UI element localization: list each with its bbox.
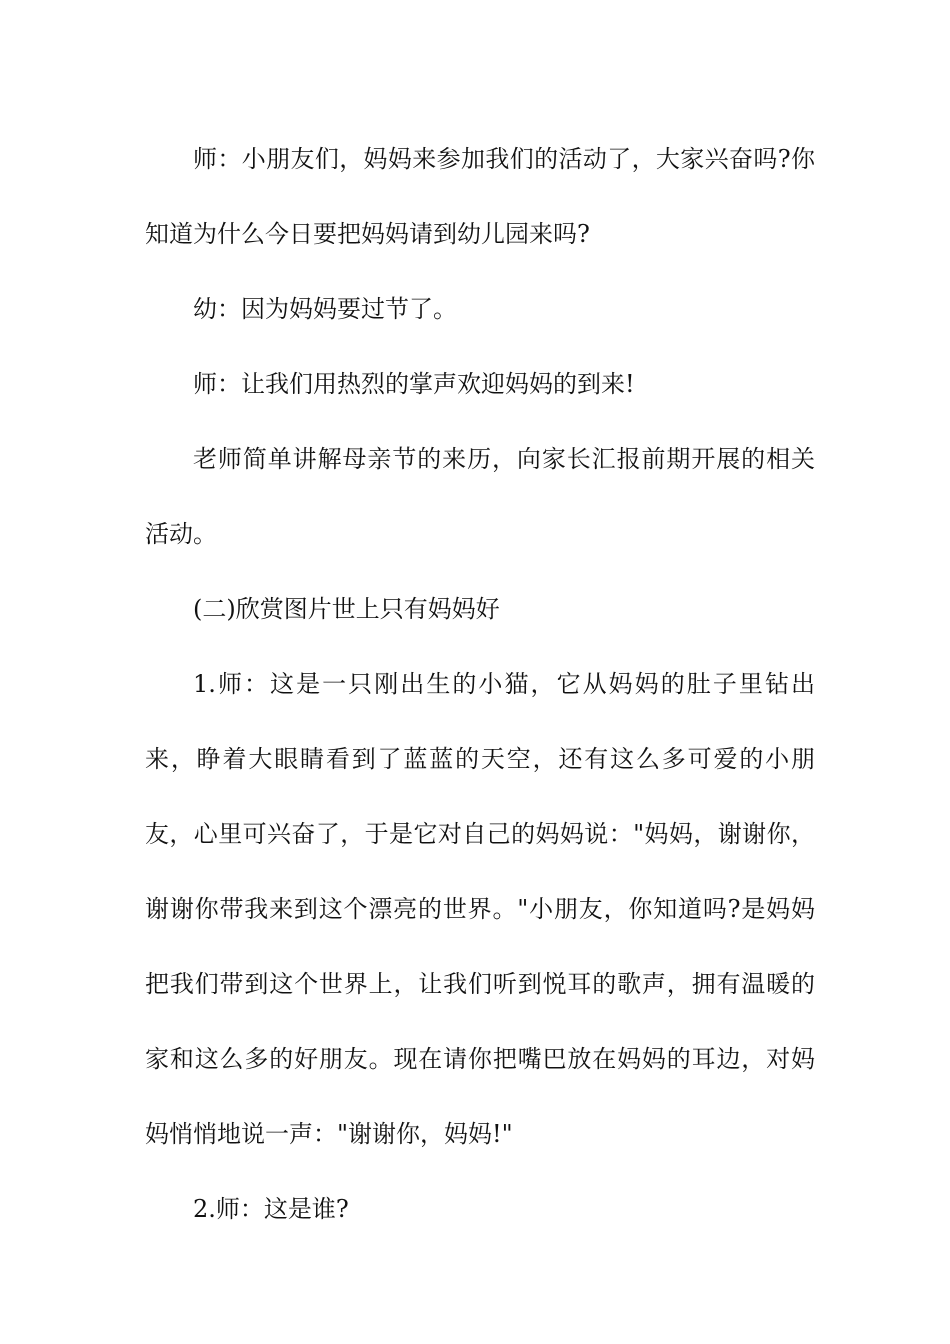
section-heading-appreciate-pictures: (二)欣赏图片世上只有妈妈好 <box>193 595 500 623</box>
paragraph-teacher-intro: 师：小朋友们，妈妈来参加我们的活动了，大家兴奋吗?你知道为什么今日要把妈妈请到幼儿园来吗? <box>145 145 815 248</box>
paragraph-kitten-story: 1.师：这是一只刚出生的小猫，它从妈妈的肚子里钻出来，睁着大眼睛看到了蓝蓝的天空，还有这么多可爱的小朋友，心里可兴奋了，于是它对自己的妈妈说："妈妈，谢谢你，谢谢你带我来到这个漂亮的世界。"小朋友，你知道吗?是妈妈把我们带到这个世界上，让我们听到悦耳的歌声，拥有温暖的家和这么多的好朋友。现在请你把嘴巴放在妈妈的耳边，对妈妈悄悄地说一声："谢谢你，妈妈!" <box>145 670 815 1148</box>
paragraph-who-is-this: 2.师：这是谁? <box>193 1195 349 1223</box>
paragraph-teacher-welcome: 师：让我们用热烈的掌声欢迎妈妈的到来! <box>193 370 635 398</box>
paragraph-child-answer: 幼：因为妈妈要过节了。 <box>193 295 457 323</box>
document-body <box>145 122 815 1247</box>
paragraph-mothers-day-history: 老师简单讲解母亲节的来历，向家长汇报前期开展的相关活动。 <box>145 445 815 548</box>
